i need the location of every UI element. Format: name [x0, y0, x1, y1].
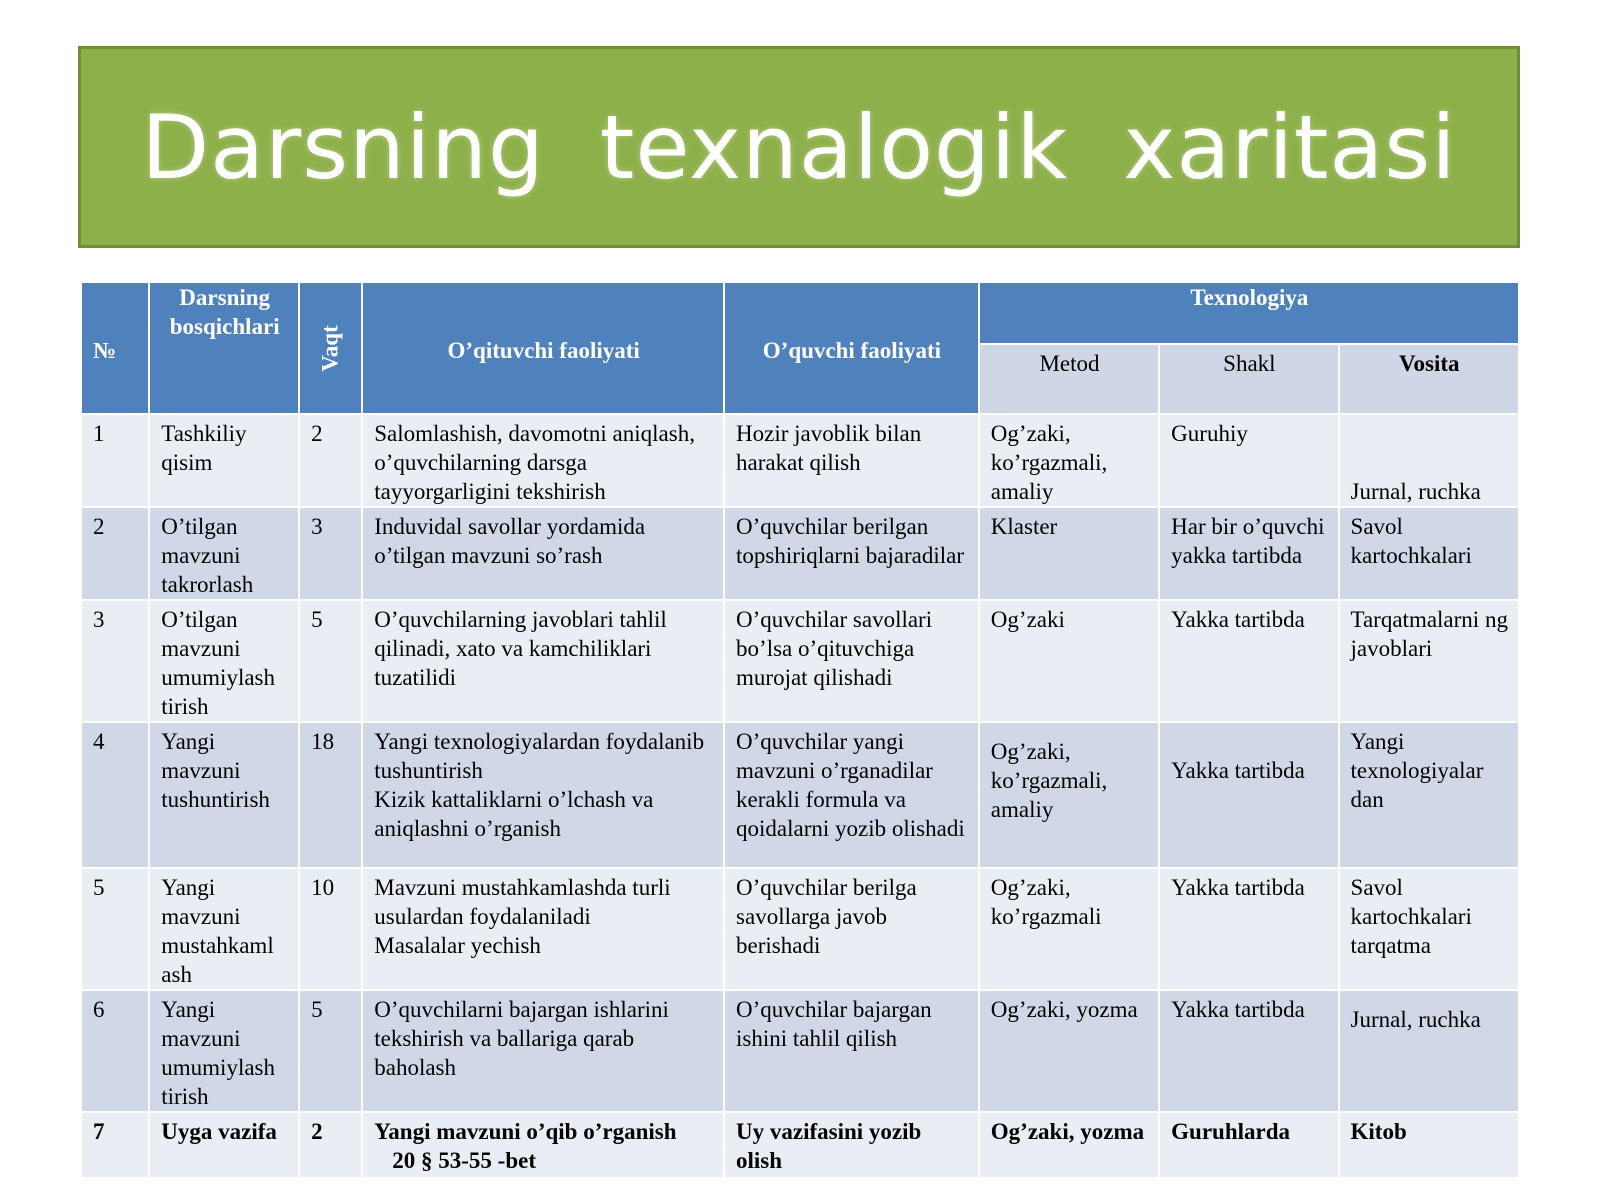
row-method: Og’zaki [979, 600, 1159, 722]
row-method: Og’zaki, ko’rgazmali, amaliy [979, 722, 1159, 868]
row-number: 5 [81, 868, 149, 990]
row-tool: Jurnal, ruchka [1339, 990, 1519, 1112]
row-number: 4 [81, 722, 149, 868]
row-number: 1 [81, 414, 149, 507]
row-tool: Yangi texnologiyalar dan [1339, 722, 1519, 868]
teacher-activity-line: Yangi texnologiyalardan foydalanib tushuntirish [374, 729, 705, 783]
row-number: 3 [81, 600, 149, 722]
table-row [81, 507, 1519, 600]
row-stage: Yangi mavzuni tushuntirish [149, 722, 299, 868]
row-time: 10 [299, 868, 362, 990]
slide-title: Darsning texnalogik xaritasi [141, 95, 1457, 199]
row-method: Og’zaki, yozma [979, 1112, 1159, 1178]
teacher-activity-line: Mavzuni mustahkamlashda turli usulardan foydalaniladi [374, 875, 671, 929]
row-tool: Kitob [1339, 1112, 1519, 1178]
row-form: Yakka tartibda [1159, 868, 1338, 990]
row-student-activity: Uy vazifasini yozib olish [724, 1112, 979, 1178]
row-form: Guruhlarda [1159, 1112, 1338, 1178]
table-row [81, 990, 1519, 1112]
row-student-activity: O’quvchilar bajargan ishini tahlil qilish [724, 990, 979, 1112]
title-banner [78, 46, 1520, 248]
row-number: 6 [81, 990, 149, 1112]
row-time: 18 [299, 722, 362, 868]
header-number: № [81, 282, 149, 414]
row-stage: Tashkiliy qisim [149, 414, 299, 507]
row-teacher-activity: O’quvchilarning javoblari tahlil qilinadi, xato va kamchiliklari tuzatilidi [362, 600, 724, 722]
header-method: Metod [979, 344, 1159, 414]
row-form: Yakka tartibda [1159, 990, 1338, 1112]
row-student-activity: O’quvchilar savollari bo’lsa o’qituvchiga murojat qilishadi [724, 600, 979, 722]
header-stages: Darsning bosqichlari [149, 282, 299, 414]
teacher-activity-line: Kizik kattaliklarni o’lchash va aniqlashni o’rganish [374, 787, 654, 841]
row-number: 7 [81, 1112, 149, 1178]
row-student-activity: Hozir javoblik bilan harakat qilish [724, 414, 979, 507]
table-row [81, 868, 1519, 990]
header-tool: Vosita [1339, 344, 1519, 414]
header-student-activity: O’quvchi faoliyati [724, 282, 979, 414]
row-teacher-activity: Induvidal savollar yordamida o’tilgan mavzuni so’rash [362, 507, 724, 600]
table-row [81, 600, 1519, 722]
header-time [299, 282, 362, 414]
table-row [81, 1112, 1519, 1178]
row-time: 5 [299, 600, 362, 722]
row-form: Yakka tartibda [1159, 722, 1338, 868]
row-method: Og’zaki, ko’rgazmali, amaliy [979, 414, 1159, 507]
row-student-activity: O’quvchilar berilga savollarga javob berishadi [724, 868, 979, 990]
row-teacher-activity: O’quvchilarni bajargan ishlarini tekshirish va ballariga qarab baholash [362, 990, 724, 1112]
row-time: 3 [299, 507, 362, 600]
row-tool: Tarqatmalarni ng javoblari [1339, 600, 1519, 722]
row-time: 5 [299, 990, 362, 1112]
row-stage: O’tilgan mavzuni umumiylash tirish [149, 600, 299, 722]
row-tool: Savol kartochkalari tarqatma [1339, 868, 1519, 990]
row-time: 2 [299, 1112, 362, 1178]
technology-map-table [80, 281, 1520, 1179]
row-teacher-activity: Salomlashish, davomotni aniqlash, o’quvchilarning darsga tayyorgarligini tekshirish [362, 414, 724, 507]
row-method: Og’zaki, yozma [979, 990, 1159, 1112]
row-tool: Jurnal, ruchka [1339, 414, 1519, 507]
table-row [81, 414, 1519, 507]
header-teacher-activity: O’qituvchi faoliyati [362, 282, 724, 414]
table-row [81, 722, 1519, 868]
row-teacher-activity [362, 868, 724, 990]
teacher-activity-line: Masalalar yechish [374, 933, 541, 958]
row-tool: Savol kartochkalari [1339, 507, 1519, 600]
row-form: Har bir o’quvchi yakka tartibda [1159, 507, 1338, 600]
row-form: Yakka tartibda [1159, 600, 1338, 722]
row-number: 2 [81, 507, 149, 600]
row-student-activity: O’quvchilar yangi mavzuni o’rganadilar kerakli formula va qoidalarni yozib olishadi [724, 722, 979, 868]
row-method: Og’zaki, ko’rgazmali [979, 868, 1159, 990]
teacher-activity-line: Yangi mavzuni o’qib o’rganish [374, 1119, 677, 1144]
row-stage: Yangi mavzuni mustahkaml ash [149, 868, 299, 990]
row-student-activity: O’quvchilar berilgan topshiriqlarni bajaradilar [724, 507, 979, 600]
row-form: Guruhiy [1159, 414, 1338, 507]
row-stage: Uyga vazifa [149, 1112, 299, 1178]
teacher-activity-line: 20 § 53-55 -bet [392, 1148, 536, 1173]
header-technology: Texnologiya [979, 282, 1519, 344]
header-time-label: Vaqt [318, 324, 344, 372]
row-stage: Yangi mavzuni umumiylash tirish [149, 990, 299, 1112]
row-time: 2 [299, 414, 362, 507]
header-form: Shakl [1159, 344, 1338, 414]
row-teacher-activity [362, 1112, 724, 1178]
row-method: Klaster [979, 507, 1159, 600]
row-stage: O’tilgan mavzuni takrorlash [149, 507, 299, 600]
row-teacher-activity [362, 722, 724, 868]
